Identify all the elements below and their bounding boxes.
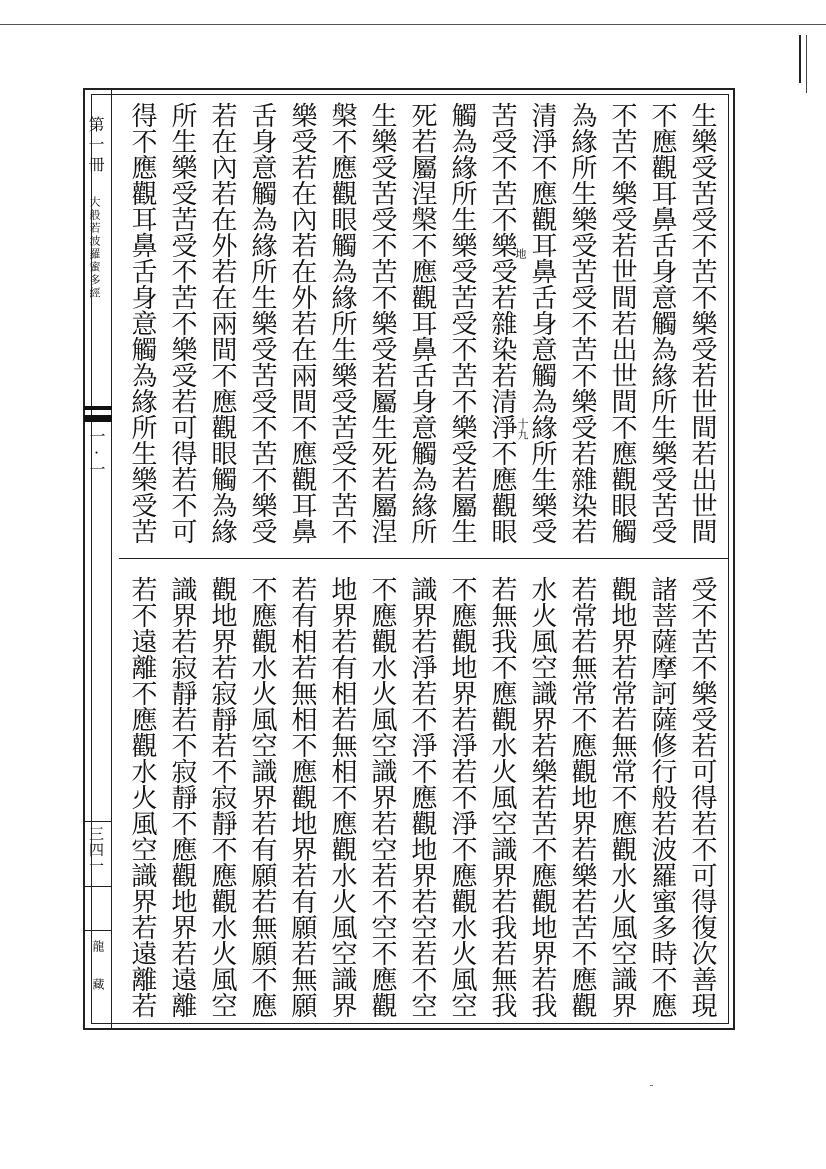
edge-mark [799,35,801,83]
sutra-title: 大般若波羅蜜多經 [88,196,101,300]
annotation-nineteen: 十九 [516,418,529,440]
text-column: 不應觀耳鼻舌身意觸為緣所生樂受苦受 [647,102,677,544]
collection-label: 龍藏 [91,940,105,1016]
text-column: 生樂受苦受不苦不樂受若屬生死若屬涅 [367,102,397,544]
text-column: 舌身意觸為緣所生樂受苦受不苦不樂受 [247,102,277,544]
text-column: 不苦不樂受若世間若出世間不應觀眼觸 [607,102,637,544]
text-column: 得不應觀耳鼻舌身意觸為緣所生樂受苦 [127,102,157,544]
register-divider [119,558,729,559]
text-column: 死若屬涅槃不應觀耳鼻舌身意觸為緣所 [407,102,437,544]
text-column: 不應觀水火風空識界若有願若無願不應 [247,576,277,1018]
lower-register [118,576,722,1020]
text-column: 受不苦不樂受若可得若不可得復次善現 [687,576,717,1018]
upper-register [118,102,722,550]
text-column: 清淨不應觀耳鼻舌身意觸為緣所生樂受 [527,102,557,544]
page-top-line [0,24,826,25]
text-column: 為緣所生樂受苦受不苦不樂受若雜染若 [567,102,597,544]
text-column: 苦受不苦不樂受若雜染若清淨不應觀眼 [487,102,517,544]
volume-label: 第一冊 [86,116,105,176]
text-column: 若在內若在外若在兩間不應觀眼觸為緣 [207,102,237,544]
text-column: 若不遠離不應觀水火風空識界若遠離若 [127,576,157,1018]
text-column: 不應觀地界若淨若不淨不應觀水火風空 [447,576,477,1018]
text-column: 若常若無常不應觀地界若樂若苦不應觀 [567,576,597,1018]
text-column: 生樂受苦受不苦不樂受若世間若出世間 [687,102,717,544]
fish-tail-mark [84,406,112,410]
text-column: 觸為緣所生樂受苦受不苦不樂受若屬生 [447,102,477,544]
text-column: 槃不應觀眼觸為緣所生樂受苦受不苦不 [327,102,357,544]
text-column: 樂受若在內若在外若在兩間不應觀耳鼻 [287,102,317,544]
margin-divider [84,821,112,822]
text-column: 諸菩薩摩訶薩修行般若波羅蜜多時不應 [647,576,677,1018]
margin-rule [111,88,112,1030]
page-number: 三四一 [87,826,105,874]
text-column: 觀地界若寂靜若不寂靜不應觀水火風空 [207,576,237,1018]
text-column: 地界若有相若無相不應觀水火風空識界 [327,576,357,1018]
text-column: 不應觀水火風空識界若空若不空不應觀 [367,576,397,1018]
text-column: 所生樂受苦受不苦不樂受若可得若不可 [167,102,197,544]
text-column: 識界若淨若不淨不應觀地界若空若不空 [407,576,437,1018]
margin-divider [84,930,112,931]
speck [650,1085,653,1086]
leaf-number: 一·一 [87,428,106,484]
fish-tail-mark [84,415,112,422]
text-column: 水火風空識界若樂若苦不應觀地界若我 [527,576,557,1018]
edge-mark [806,35,807,93]
annotation-di: 地 [514,248,527,259]
text-column: 若無我不應觀水火風空識界若我若無我 [487,576,517,1018]
text-column: 觀地界若常若無常不應觀水火風空識界 [607,576,637,1018]
margin-divider [84,886,112,887]
text-column: 若有相若無相不應觀地界若有願若無願 [287,576,317,1018]
text-column: 識界若寂靜若不寂靜不應觀地界若遠離 [167,576,197,1018]
